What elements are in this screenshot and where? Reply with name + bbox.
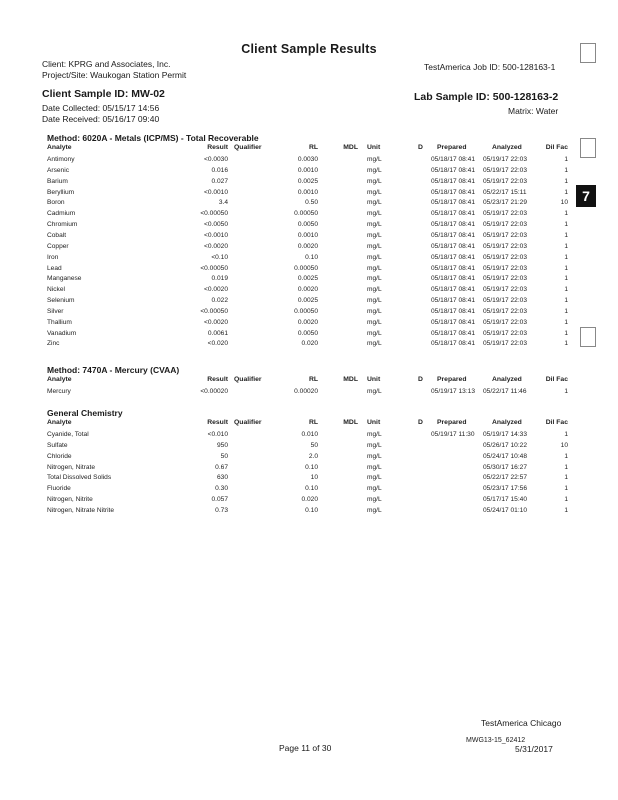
column-header-rl: RL [308,419,318,426]
column-header-rl: RL [308,144,318,151]
table-row-analyzed: 05/19/17 22:03 [483,318,527,326]
table-row-rl: 0.0025 [297,275,318,283]
table-row-dil-fac: 1 [564,177,568,185]
table-row-unit: mg/L [367,286,382,294]
table-row-analyzed: 05/19/17 22:03 [483,307,527,315]
table-row-analyte: Selenium [47,297,75,305]
table-row-dil-fac: 1 [564,253,568,261]
table-row-analyzed: 05/22/17 15:11 [483,188,527,196]
table-row-result: 0.019 [211,275,228,283]
section-title: Method: 6020A - Metals (ICP/MS) - Total Recoverable [47,133,259,143]
table-row-analyzed: 05/24/17 01:10 [483,506,527,514]
column-header-dil-fac: Dil Fac [545,376,568,383]
table-row-unit: mg/L [367,297,382,305]
table-row-dil-fac: 1 [564,318,568,326]
table-row-result: <0.0010 [203,188,228,196]
table-row-dil-fac: 1 [564,452,568,460]
table-row-prepared: 05/18/17 08:41 [431,231,475,239]
table-row-dil-fac: 1 [564,231,568,239]
table-row-unit: mg/L [367,329,382,337]
column-header-qualifier: Qualifier [234,376,262,383]
column-header-d: D [418,376,423,383]
table-row-result: 0.73 [215,506,228,514]
column-header-qualifier: Qualifier [234,419,262,426]
table-row-prepared: 05/18/17 08:41 [431,340,475,348]
column-header-dil-fac: Dil Fac [545,419,568,426]
table-row-dil-fac: 1 [564,156,568,163]
table-row-rl: 0.0050 [297,329,318,337]
table-row-dil-fac: 1 [564,431,568,438]
table-row-dil-fac: 10 [560,199,568,207]
column-header-d: D [418,144,423,151]
table-row-rl: 0.10 [305,506,318,514]
table-row-analyzed: 05/26/17 10:22 [483,441,527,449]
client-sample-id: Client Sample ID: MW-02 [42,88,165,100]
table-row-prepared: 05/18/17 08:41 [431,264,475,272]
table-row-dil-fac: 1 [564,463,568,471]
table-row-analyte: Barium [47,177,68,185]
column-header-unit: Unit [367,144,381,151]
matrix: Matrix: Water [508,106,559,116]
table-row-rl: 0.00050 [294,264,318,272]
table-row-unit: mg/L [367,485,382,493]
tab-marker-top [580,43,596,63]
section-title: General Chemistry [47,408,123,418]
table-row-prepared: 05/19/17 11:30 [431,431,475,438]
table-row-result: <0.0010 [203,231,228,239]
table-row-prepared: 05/19/17 13:13 [431,388,475,395]
project-site-line: Project/Site: Waukogan Station Permit [42,70,187,80]
table-row-analyte: Nitrogen, Nitrite [47,496,93,504]
table-row-analyte: Arsenic [47,166,69,174]
column-header-analyzed: Analyzed [492,144,522,151]
table-row-rl: 0.020 [301,340,318,348]
table-row-unit: mg/L [367,264,382,272]
table-row-result: <0.010 [207,431,228,438]
table-row-analyte: Copper [47,242,69,250]
table-row-prepared: 05/18/17 08:41 [431,318,475,326]
table-row-result: 0.027 [211,177,228,185]
table-row-unit: mg/L [367,463,382,471]
table-row-rl: 0.010 [301,431,318,438]
table-row-result: 630 [216,474,228,482]
table-row-analyzed: 05/19/17 22:03 [483,275,527,283]
table-row-analyte: Beryllium [47,188,75,196]
table-row-analyzed: 05/30/17 16:27 [483,463,527,471]
table-row-analyte: Cadmium [47,210,76,218]
table-row-prepared: 05/18/17 08:41 [431,307,475,315]
table-row-analyte: Nitrogen, Nitrate [47,463,96,471]
table-row-prepared: 05/18/17 08:41 [431,297,475,305]
table-row-prepared: 05/18/17 08:41 [431,242,475,250]
table-row-unit: mg/L [367,242,382,250]
column-header-prepared: Prepared [437,419,467,426]
column-header-analyte: Analyte [47,144,72,151]
section-title: Method: 7470A - Mercury (CVAA) [47,365,180,375]
table-row-result: <0.00050 [200,210,228,218]
table-row-unit: mg/L [367,452,382,460]
column-header-rl: RL [308,376,318,383]
column-header-result: Result [207,376,228,383]
column-header-unit: Unit [367,376,381,383]
table-row-rl: 0.0050 [297,221,318,229]
table-row-unit: mg/L [367,166,382,174]
table-row-analyte: Fluoride [47,485,71,493]
table-row-rl: 0.0020 [297,242,318,250]
table-row-unit: mg/L [367,177,382,185]
table-row-analyzed: 05/19/17 22:03 [483,340,527,348]
table-row-rl: 50 [310,441,318,449]
table-row-unit: mg/L [367,431,382,438]
table-row-dil-fac: 1 [564,474,568,482]
report-date: 5/31/2017 [515,744,553,754]
table-row-unit: mg/L [367,307,382,315]
table-row-dil-fac: 1 [564,166,568,174]
table-row-unit: mg/L [367,199,382,207]
table-row-dil-fac: 10 [560,441,568,449]
column-header-unit: Unit [367,419,381,426]
table-row-unit: mg/L [367,474,382,482]
table-row-analyzed: 05/19/17 22:03 [483,221,527,229]
table-row-analyzed: 05/17/17 15:40 [483,496,527,504]
table-row-analyzed: 05/24/17 10:48 [483,452,527,460]
table-row-dil-fac: 1 [564,221,568,229]
column-header-analyte: Analyte [47,419,72,426]
table-row-analyte: Boron [47,199,65,207]
table-row-rl: 0.00020 [294,388,318,395]
table-row-unit: mg/L [367,253,382,261]
table-row-result: <0.00050 [200,307,228,315]
table-row-analyte: Zinc [47,340,60,348]
table-row-analyzed: 05/23/17 17:56 [483,485,527,493]
table-row-prepared: 05/18/17 08:41 [431,253,475,261]
table-row-result: 0.0061 [207,329,228,337]
table-row-prepared: 05/18/17 08:41 [431,199,475,207]
table-row-result: <0.00050 [200,264,228,272]
table-row-dil-fac: 1 [564,329,568,337]
table-row-rl: 0.0025 [297,297,318,305]
table-row-analyte: Iron [47,253,59,261]
table-row-dil-fac: 1 [564,286,568,294]
table-row-rl: 0.020 [301,496,318,504]
doc-id: MWG13-15_62412 [466,737,526,744]
table-row-result: 3.4 [218,199,228,207]
table-row-rl: 0.10 [305,463,318,471]
table-row-result: <0.0020 [203,286,228,294]
table-row-rl: 0.0020 [297,286,318,294]
table-row-result: <0.10 [211,253,228,261]
column-header-prepared: Prepared [437,376,467,383]
table-row-unit: mg/L [367,496,382,504]
table-row-result: <0.020 [207,340,228,348]
date-received: Date Received: 05/16/17 09:40 [42,114,160,124]
table-row-dil-fac: 1 [564,506,568,514]
table-row-unit: mg/L [367,506,382,514]
table-row-analyte: Thallium [47,318,72,326]
table-row-dil-fac: 1 [564,307,568,315]
table-row-dil-fac: 1 [564,188,568,196]
table-row-rl: 0.0030 [297,156,318,163]
table-row-unit: mg/L [367,275,382,283]
table-row-analyte: Cobalt [47,231,67,239]
table-row-unit: mg/L [367,156,382,163]
table-row-analyte: Chloride [47,452,72,460]
table-row-rl: 0.00050 [294,210,318,218]
table-row-rl: 0.0025 [297,177,318,185]
table-row-result: 0.057 [211,496,228,504]
table-row-unit: mg/L [367,231,382,239]
table-row-analyzed: 05/22/17 11:46 [483,388,527,395]
table-row-analyte: Mercury [47,388,71,395]
table-row-rl: 0.0010 [297,166,318,174]
table-row-analyte: Nickel [47,286,65,294]
lab-sample-id: Lab Sample ID: 500-128163-2 [414,91,559,103]
table-row-prepared: 05/18/17 08:41 [431,156,475,163]
table-row-analyte: Nitrogen, Nitrate Nitrite [47,506,115,514]
column-header-analyzed: Analyzed [492,419,522,426]
tab-marker-bottom [580,327,596,347]
table-row-prepared: 05/18/17 08:41 [431,329,475,337]
table-row-rl: 2.0 [308,452,318,460]
table-row-analyte: Manganese [47,275,82,283]
table-row-prepared: 05/18/17 08:41 [431,221,475,229]
table-row-prepared: 05/18/17 08:41 [431,275,475,283]
table-row-dil-fac: 1 [564,297,568,305]
page-number: Page 11 of 30 [279,743,332,753]
table-row-result: 0.016 [211,166,228,174]
table-row-analyzed: 05/19/17 14:33 [483,431,527,438]
table-row-dil-fac: 1 [564,496,568,504]
table-row-dil-fac: 1 [564,275,568,283]
table-row-dil-fac: 1 [564,485,568,493]
column-header-mdl: MDL [343,419,358,426]
client-line: Client: KPRG and Associates, Inc. [42,59,171,69]
table-row-prepared: 05/18/17 08:41 [431,166,475,174]
table-row-dil-fac: 1 [564,340,568,348]
column-header-analyte: Analyte [47,376,72,383]
table-row-result: <0.00020 [200,388,228,395]
table-row-analyzed: 05/19/17 22:03 [483,286,527,294]
table-row-rl: 10 [310,474,318,482]
table-row-prepared: 05/18/17 08:41 [431,210,475,218]
table-row-analyte: Sulfate [47,441,68,449]
table-row-dil-fac: 1 [564,242,568,250]
table-row-analyte: Silver [47,307,64,315]
table-row-dil-fac: 1 [564,388,568,395]
table-row-analyzed: 05/19/17 22:03 [483,177,527,185]
table-row-prepared: 05/18/17 08:41 [431,286,475,294]
table-row-analyzed: 05/19/17 22:03 [483,297,527,305]
table-row-analyzed: 05/19/17 22:03 [483,242,527,250]
table-row-analyzed: 05/19/17 22:03 [483,231,527,239]
table-row-rl: 0.0020 [297,318,318,326]
table-row-result: <0.0030 [203,156,228,163]
date-collected: Date Collected: 05/15/17 14:56 [42,103,160,113]
table-row-analyzed: 05/19/17 22:03 [483,329,527,337]
table-row-dil-fac: 1 [564,210,568,218]
column-header-qualifier: Qualifier [234,144,262,151]
table-row-rl: 0.10 [305,485,318,493]
column-header-d: D [418,419,423,426]
table-row-dil-fac: 1 [564,264,568,272]
table-row-result: 50 [220,452,228,460]
table-row-analyte: Vanadium [47,329,77,337]
column-header-prepared: Prepared [437,144,467,151]
column-header-analyzed: Analyzed [492,376,522,383]
table-row-analyte: Chromium [47,221,78,229]
table-row-result: <0.0020 [203,242,228,250]
job-id: TestAmerica Job ID: 500-128163-1 [424,62,556,72]
table-row-result: <0.0050 [203,221,228,229]
table-row-analyzed: 05/19/17 22:03 [483,156,527,163]
table-row-analyzed: 05/19/17 22:03 [483,166,527,174]
table-row-rl: 0.0010 [297,188,318,196]
column-header-result: Result [207,144,228,151]
table-row-unit: mg/L [367,388,382,395]
table-row-analyzed: 05/22/17 22:57 [483,474,527,482]
table-row-unit: mg/L [367,210,382,218]
table-row-rl: 0.00050 [294,307,318,315]
column-header-mdl: MDL [343,376,358,383]
table-row-rl: 0.50 [305,199,318,207]
table-row-analyte: Total Dissolved Solids [47,474,112,482]
table-row-rl: 0.0010 [297,231,318,239]
table-row-result: 0.67 [215,463,228,471]
table-row-unit: mg/L [367,188,382,196]
table-row-analyzed: 05/23/17 21:29 [483,199,527,207]
table-row-analyzed: 05/19/17 22:03 [483,210,527,218]
section-tab-7: 7 [576,185,596,207]
table-row-unit: mg/L [367,318,382,326]
table-row-prepared: 05/18/17 08:41 [431,177,475,185]
table-row-analyzed: 05/19/17 22:03 [483,253,527,261]
table-row-result: <0.0020 [203,318,228,326]
table-row-result: 0.022 [211,297,228,305]
lab-name: TestAmerica Chicago [481,718,562,728]
table-row-prepared: 05/18/17 08:41 [431,188,475,196]
table-row-unit: mg/L [367,221,382,229]
table-row-analyte: Cyanide, Total [47,431,89,438]
table-row-unit: mg/L [367,441,382,449]
table-row-unit: mg/L [367,340,382,348]
column-header-dil-fac: Dil Fac [545,144,568,151]
page-title: Client Sample Results [241,42,377,56]
table-row-result: 950 [216,441,228,449]
table-row-analyte: Antimony [47,156,75,163]
table-row-analyzed: 05/19/17 22:03 [483,264,527,272]
table-row-result: 0.30 [215,485,228,493]
column-header-mdl: MDL [343,144,358,151]
column-header-result: Result [207,419,228,426]
tab-marker-6 [580,138,596,158]
table-row-rl: 0.10 [305,253,318,261]
table-row-analyte: Lead [47,264,62,272]
